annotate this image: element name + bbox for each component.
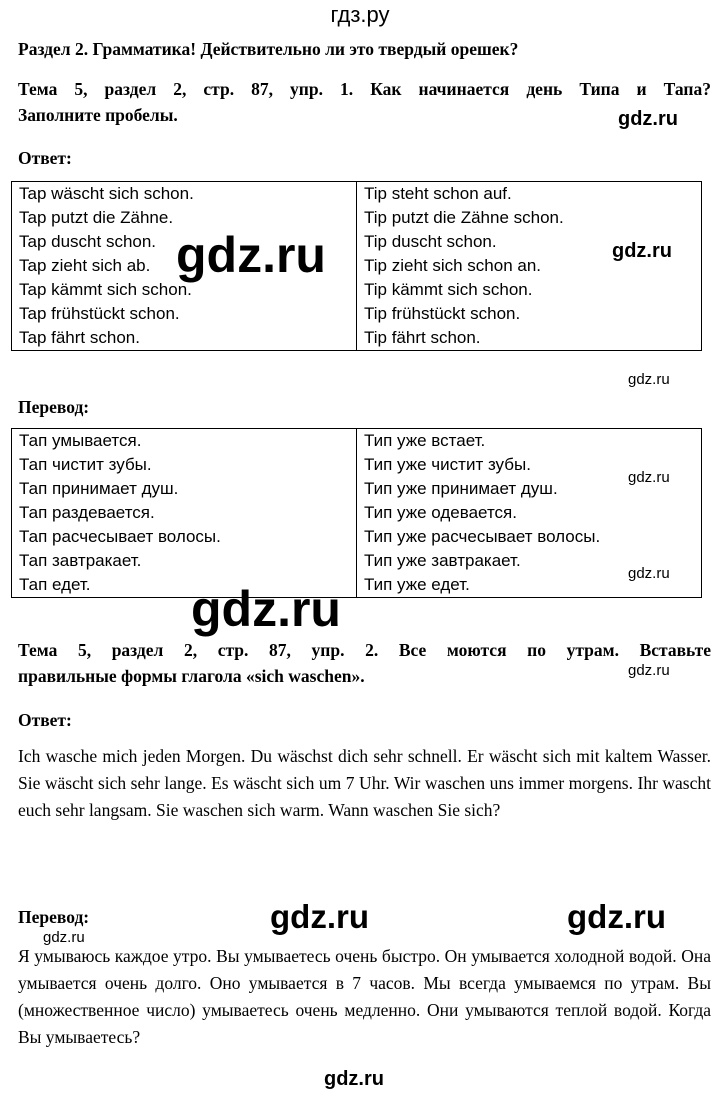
table-cell-line: Тип уже встает. bbox=[364, 431, 486, 450]
watermark: gdz.ru bbox=[628, 371, 670, 388]
section-title: Раздел 2. Грамматика! Действительно ли это твердый орешек? bbox=[18, 39, 519, 59]
watermark: gdz.ru bbox=[628, 469, 670, 486]
table-cell-line: Тап завтракает. bbox=[19, 551, 142, 570]
translation-table bbox=[11, 428, 702, 598]
table-cell-line: Тап чистит зубы. bbox=[19, 455, 152, 474]
table-cell-line: Tip zieht sich schon an. bbox=[364, 256, 542, 275]
answer-label-2: Ответ: bbox=[18, 710, 72, 730]
table-cell-line: Тап едет. bbox=[19, 575, 91, 594]
answer-right-column bbox=[357, 182, 702, 351]
table-cell-line: Tap frühstückt schon. bbox=[19, 304, 180, 323]
table-cell-line: Тап умывается. bbox=[19, 431, 142, 450]
site-title: гдз.ру bbox=[330, 2, 390, 27]
table-cell-line: Tap kämmt sich schon. bbox=[19, 280, 192, 299]
translation-text-2: Я умываюсь каждое утро. Вы умываетесь очень быстро. Он умывается холодной водой. Она умывается очень долго. Оно умывается в 7 часов. Мы всегда умываемся по утрам. Вы (множественное число) умываетесь очень медленно. Они умываются теплой водой. Когда Вы умываетесь? bbox=[18, 946, 711, 1047]
table-cell-line: Тап раздевается. bbox=[19, 503, 155, 522]
table-cell-line: Тап расчесывает волосы. bbox=[19, 527, 221, 546]
answer-label-1: Ответ: bbox=[18, 148, 72, 168]
task-2-line-2: правильные формы глагола «sich waschen». bbox=[18, 666, 365, 686]
watermark: gdz.ru bbox=[191, 581, 341, 637]
watermark: gdz.ru bbox=[628, 565, 670, 582]
table-cell-line: Тип уже одевается. bbox=[364, 503, 517, 522]
translation-label-1: Перевод: bbox=[18, 397, 90, 417]
watermark: gdz.ru bbox=[43, 929, 85, 946]
table-cell-line: Tip fährt schon. bbox=[364, 328, 481, 347]
task-2-heading bbox=[18, 637, 711, 689]
task-2-line-1: Тема 5, раздел 2, стр. 87, упр. 2. Все моются по утрам. Вставьте bbox=[18, 640, 711, 660]
table-cell-line: Tip steht schon auf. bbox=[364, 184, 512, 203]
task-1-line-1: Тема 5, раздел 2, стр. 87, упр. 1. Как начинается день Типа и Тапа? bbox=[18, 79, 711, 99]
answer-text-2: Ich wasche mich jeden Morgen. Du wäschst dich sehr schnell. Er wäscht sich mit kaltem Wasser. Sie wäscht sich sehr lange. Es wäscht sich um 7 Uhr. Wir waschen uns immer morgens. Ihr wascht euch sehr langsam. Sie waschen sich warm. Wann waschen Sie sich? bbox=[18, 746, 711, 820]
table-cell-line: Tap duscht schon. bbox=[19, 232, 157, 251]
watermark: gdz.ru bbox=[628, 662, 670, 679]
table-cell-line: Tip frühstückt schon. bbox=[364, 304, 521, 323]
translation-label-2: Перевод: bbox=[18, 907, 90, 927]
answer-table bbox=[11, 181, 702, 351]
table-row bbox=[12, 182, 702, 351]
task-1-heading bbox=[18, 76, 711, 128]
table-cell-line: Тип уже чистит зубы. bbox=[364, 455, 531, 474]
table-cell-line: Тип уже расчесывает волосы. bbox=[364, 527, 601, 546]
table-cell-line: Tap wäscht sich schon. bbox=[19, 184, 194, 203]
watermark: gdz.ru bbox=[612, 240, 672, 262]
table-cell-line: Тип уже завтракает. bbox=[364, 551, 521, 570]
table-cell-line: Tip duscht schon. bbox=[364, 232, 497, 251]
table-cell-line: Tap zieht sich ab. bbox=[19, 256, 151, 275]
translation-left-column bbox=[12, 429, 357, 598]
watermark: gdz.ru bbox=[618, 108, 678, 130]
watermark: gdz.ru bbox=[567, 898, 666, 935]
table-row bbox=[12, 429, 702, 598]
watermark: gdz.ru bbox=[176, 227, 326, 283]
table-cell-line: Тип уже принимает душ. bbox=[364, 479, 558, 498]
table-cell-line: Tip putzt die Zähne schon. bbox=[364, 208, 564, 227]
task-1-line-2: Заполните пробелы. bbox=[18, 105, 178, 125]
watermark: gdz.ru bbox=[270, 898, 369, 935]
watermark: gdz.ru bbox=[324, 1068, 384, 1090]
table-cell-line: Tap fährt schon. bbox=[19, 328, 140, 347]
table-cell-line: Tip kämmt sich schon. bbox=[364, 280, 533, 299]
table-cell-line: Тип уже едет. bbox=[364, 575, 470, 594]
table-cell-line: Тап принимает душ. bbox=[19, 479, 179, 498]
table-cell-line: Tap putzt die Zähne. bbox=[19, 208, 174, 227]
